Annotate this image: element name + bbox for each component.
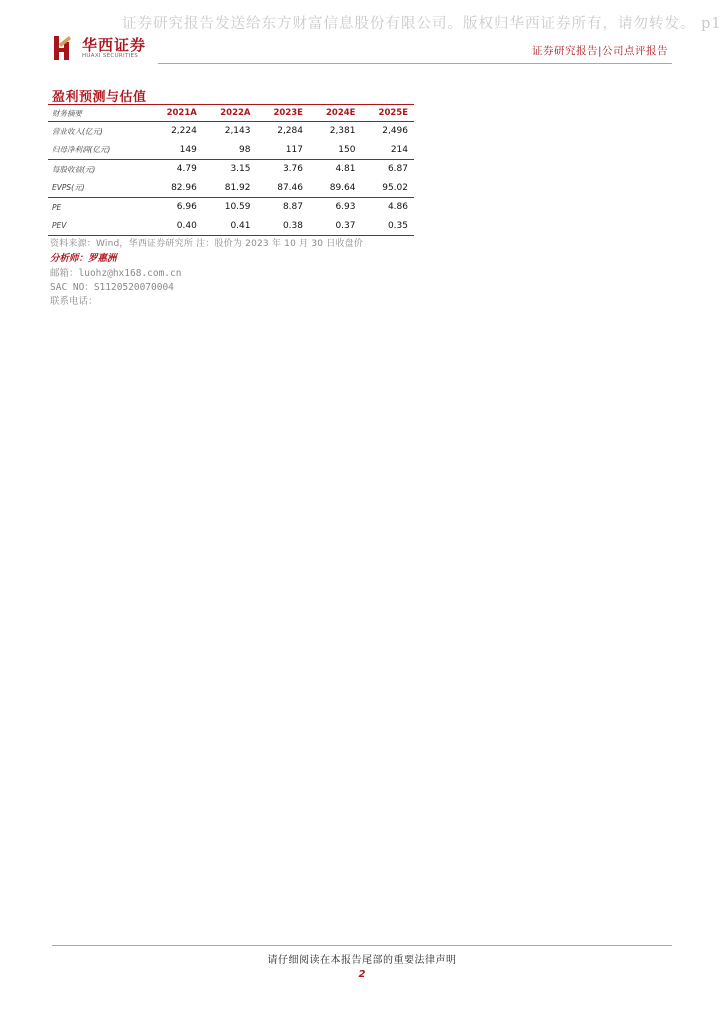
table-header-cell: 财务摘要 (48, 105, 149, 122)
table-row (48, 217, 414, 236)
footer-divider (52, 945, 672, 946)
table-cell: 2,284 (277, 126, 303, 137)
huaxi-logo-icon (52, 34, 76, 62)
table-cell: 150 (338, 144, 356, 155)
analyst-sac-number: SAC NO：S1120520070004 (50, 282, 174, 293)
company-logo (52, 34, 152, 64)
row-label: 归母净利润(亿元) (52, 145, 111, 155)
table-row (48, 198, 414, 217)
section-title: 盈利预测与估值 (52, 90, 147, 105)
row-label: EVPS(元) (52, 183, 85, 193)
table-cell: 3.76 (256, 160, 309, 179)
table-row (48, 122, 414, 141)
analyst-phone: 联系电话： (50, 296, 98, 307)
table-cell: 87.46 (277, 182, 303, 193)
row-label: PEV (48, 217, 149, 236)
logo-english-name: HUAXI SECURITIES (82, 53, 139, 59)
row-label: PE (48, 198, 149, 217)
table-header-cell: 2025E (361, 105, 414, 122)
table-row (48, 160, 414, 179)
table-cell: 6.96 (149, 198, 203, 217)
legal-disclaimer: 请仔细阅读在本报告尾部的重要法律声明 (267, 955, 457, 966)
table-cell: 2,496 (382, 126, 408, 137)
table-cell: 8.87 (256, 198, 309, 217)
table-cell: 0.41 (203, 217, 257, 236)
table-cell: 10.59 (203, 198, 257, 217)
table-cell: 214 (390, 144, 408, 155)
table-cell: 4.86 (361, 198, 414, 217)
table-header-cell: 2022A (203, 105, 257, 122)
table-cell: 6.87 (361, 160, 414, 179)
header-divider (158, 63, 672, 64)
table-cell: 0.38 (256, 217, 309, 236)
table-cell: 0.35 (361, 217, 414, 236)
table-header-cell: 2024E (309, 105, 362, 122)
table-cell: 6.93 (309, 198, 362, 217)
page-number: 2 (358, 969, 366, 980)
analyst-name: 分析师：罗惠洲 (50, 253, 117, 264)
table-cell: 2,143 (224, 126, 251, 137)
table-cell: 95.02 (382, 182, 408, 193)
table-cell: 3.15 (203, 160, 257, 179)
row-label: 营业收入(亿元) (52, 126, 103, 136)
table-cell: 0.40 (149, 217, 203, 236)
table-cell: 2,381 (329, 126, 356, 137)
row-label: 每股收益(元) (48, 160, 149, 179)
table-row (48, 141, 414, 160)
table-cell: 117 (285, 144, 303, 155)
table-cell: 4.81 (309, 160, 362, 179)
table-header-cell: 2021A (149, 105, 203, 122)
report-type-label: 证券研究报告|公司点评报告 (531, 45, 668, 57)
table-cell: 98 (239, 144, 251, 155)
table-cell: 0.37 (309, 217, 362, 236)
source-note: 资料来源：Wind，华西证券研究所 注：股价为 2023 年 10 月 30 日收盘价 (50, 239, 364, 249)
table-header-cell: 2023E (256, 105, 309, 122)
analyst-email: 邮箱：luohz@hx168.com.cn (50, 268, 182, 279)
table-cell: 89.64 (329, 182, 356, 193)
financial-summary-table (48, 104, 414, 236)
table-row (48, 179, 414, 198)
table-cell: 4.79 (149, 160, 203, 179)
table-header-row (48, 105, 414, 122)
table-cell: 149 (179, 144, 197, 155)
logo-chinese-name: 华西证券 (82, 36, 147, 54)
table-cell: 82.96 (171, 182, 197, 193)
table-cell: 2,224 (171, 126, 197, 137)
watermark-text: 证券研究报告发送给东方财富信息股份有限公司。版权归华西证券所有，请勿转发。 p1 (122, 16, 722, 32)
table-cell: 81.92 (224, 182, 251, 193)
